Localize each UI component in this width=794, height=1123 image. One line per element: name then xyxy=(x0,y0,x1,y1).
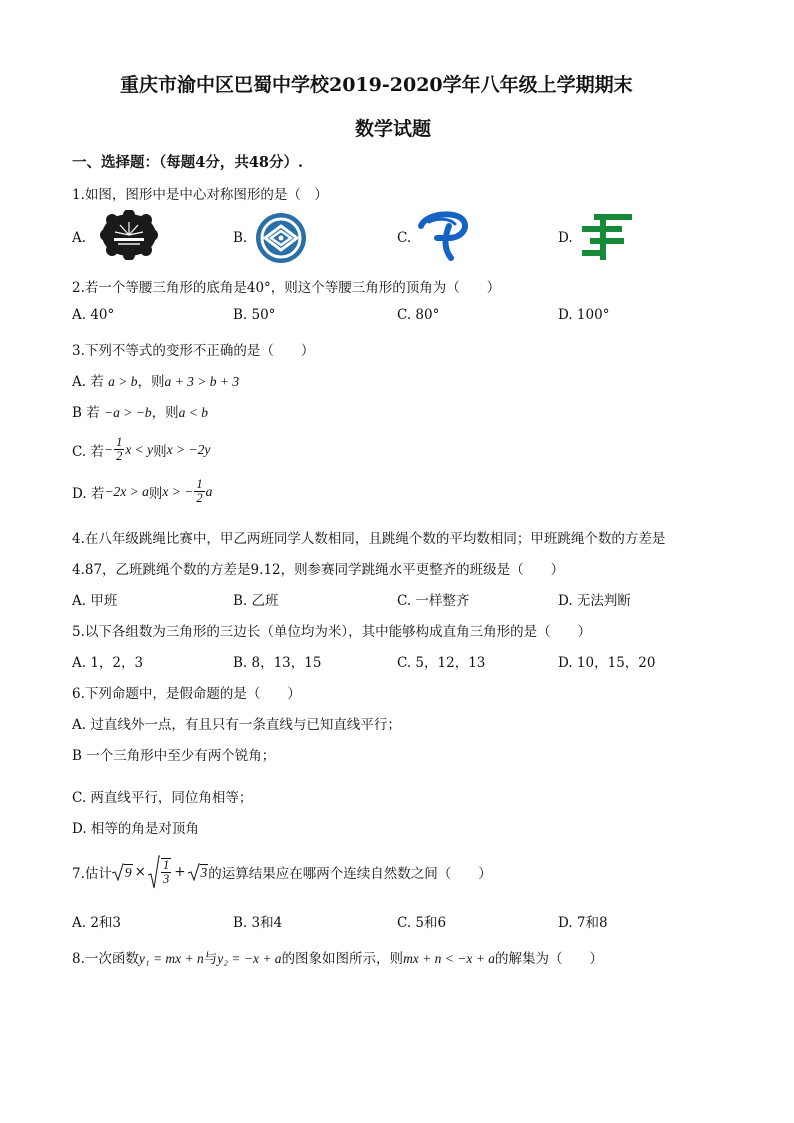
q3-d-label: D. 若 xyxy=(72,485,105,502)
q7-option-d: D. 7和8 xyxy=(558,915,608,931)
q8-post: 的解集为（ ） xyxy=(495,951,603,967)
q2-option-b: B. 50° xyxy=(233,307,276,323)
q3-option-a xyxy=(72,370,239,390)
q1-label-d: D. xyxy=(558,230,573,246)
q8-f2: y₂ = −x + a xyxy=(217,951,282,966)
q3-a-expr1: a > b xyxy=(108,374,138,389)
q5-option-a: A. 1，2，3 xyxy=(72,655,144,671)
section-heading: 一、选择题：（每题4分，共48分）. xyxy=(72,154,304,171)
q3-stem: 3.下列不等式的变形不正确的是（ ） xyxy=(72,343,315,359)
q3-option-b xyxy=(72,401,208,421)
q7-fraction xyxy=(161,858,171,886)
q1-label-a: A. xyxy=(72,230,87,246)
q7-den: 3 xyxy=(162,872,170,886)
q3-b-label: B 若 xyxy=(72,405,100,421)
q3-b-mid: ，则 xyxy=(151,405,179,421)
q3-c-fraction xyxy=(114,436,124,463)
q3-c-pre: − xyxy=(103,441,114,457)
q2-option-a: A. 40° xyxy=(72,307,115,323)
q3-c-label: C. 若 xyxy=(72,443,104,460)
q4-option-c: C. 一样整齐 xyxy=(397,593,470,609)
q4-option-d: D. 无法判断 xyxy=(558,593,631,609)
q5-option-d: D. 10，15，20 xyxy=(558,655,656,671)
q3-d-expr2: x > − xyxy=(162,483,194,499)
q3-option-c xyxy=(72,436,210,463)
q5-option-b: B. 8，13，15 xyxy=(233,655,322,671)
page-title: 重庆市渝中区巴蜀中学校2019-2020学年八年级上学期期末 xyxy=(120,74,633,96)
q6-option-d: D. 相等的角是对顶角 xyxy=(72,821,199,837)
q1-stem: 1.如图，图形中是中心对称图形的是（ ） xyxy=(72,187,328,203)
q7-radicand-1: 9 xyxy=(124,864,132,880)
q1-label-b: B. xyxy=(233,230,248,246)
q8-stem xyxy=(72,947,603,967)
q5-option-c: C. 5，12，13 xyxy=(397,655,486,671)
q7-radicand-2: 3 xyxy=(200,864,208,880)
sqrt-sign-icon xyxy=(188,863,200,881)
q7-post: 的运算结果应在哪两个连续自然数之间（ ） xyxy=(208,866,492,882)
q4-line2: 4.87，乙班跳绳个数的方差是9.12，则参赛同学跳绳水平更整齐的班级是（ ） xyxy=(72,562,565,578)
q7-option-a: A. 2和3 xyxy=(72,915,122,931)
q3-a-mid: ，则 xyxy=(137,374,165,390)
q6-option-b: B 一个三角形中至少有两个锐角； xyxy=(72,748,276,764)
q7-option-b: B. 3和4 xyxy=(233,915,283,931)
q8-ineq: mx + n < −x + a xyxy=(403,951,495,966)
q3-c-num: 1 xyxy=(116,435,123,449)
q1-label-c: C. xyxy=(397,230,412,246)
q2-option-d: D. 100° xyxy=(558,307,610,323)
q3-d-fraction xyxy=(194,478,204,505)
q8-pre: 8.一次函数 xyxy=(72,951,139,967)
q3-a-label: A. 若 xyxy=(72,374,104,390)
q3-b-expr1: −a > −b xyxy=(104,405,152,420)
green-post-symbol-icon xyxy=(580,212,634,262)
q3-c-mid: 则 xyxy=(153,443,167,460)
q8-mid1: 与 xyxy=(203,951,218,967)
q7-pre: 7.估计 xyxy=(72,866,112,882)
q4-option-a: A. 甲班 xyxy=(72,593,118,609)
q3-c-expr2: x > −2y xyxy=(166,441,211,457)
q7-option-c: C. 5和6 xyxy=(397,915,447,931)
q3-c-den: 2 xyxy=(116,449,123,464)
q4-option-b: B. 乙班 xyxy=(233,593,279,609)
q3-b-expr2: a < b xyxy=(178,405,208,420)
q6-stem: 6.下列命题中，是假命题的是（ ） xyxy=(72,686,301,702)
q3-d-expr1: −2x > a xyxy=(104,483,149,499)
q3-d-post: a xyxy=(205,483,213,499)
q7-num: 1 xyxy=(162,857,170,872)
q4-line1: 4.在八年级跳绳比赛中，甲乙两班同学人数相同，且跳绳个数的平均数相同；甲班跳绳个数的方差是 xyxy=(72,531,666,547)
q2-option-c: C. 80° xyxy=(397,307,440,323)
dark-scalloped-emblem-icon xyxy=(98,210,160,260)
q8-f1: y₁ = mx + n xyxy=(138,951,204,966)
sqrt-sign-icon xyxy=(112,863,124,881)
q2-stem: 2.若一个等腰三角形的底角是40°，则这个等腰三角形的顶角为（ ） xyxy=(72,280,501,296)
q3-a-expr2: a + 3 > b + 3 xyxy=(164,374,240,389)
q8-mid2: 的图象如图所示，则 xyxy=(281,951,404,967)
q3-d-mid: 则 xyxy=(148,485,163,502)
q3-c-expr1: x < y xyxy=(125,441,154,457)
page-subtitle: 数学试题 xyxy=(355,118,432,140)
q5-stem: 5.以下各组数为三角形的三边长（单位均为米），其中能够构成直角三角形的是（ ） xyxy=(72,624,592,640)
q6-option-c: C. 两直线平行，同位角相等； xyxy=(72,790,253,806)
sqrt-sign-icon xyxy=(148,855,160,889)
q7-times: × xyxy=(134,864,146,880)
telecom-e-swirl-icon xyxy=(415,208,475,264)
q7-stem xyxy=(72,855,492,889)
q7-plus: + xyxy=(174,864,186,880)
q6-option-a: A. 过直线外一点，有且只有一条直线与已知直线平行； xyxy=(72,717,401,733)
concentric-waves-circle-icon xyxy=(255,212,307,264)
q3-d-den: 2 xyxy=(196,491,203,506)
q3-option-d xyxy=(72,478,212,505)
q3-d-num: 1 xyxy=(196,477,203,491)
